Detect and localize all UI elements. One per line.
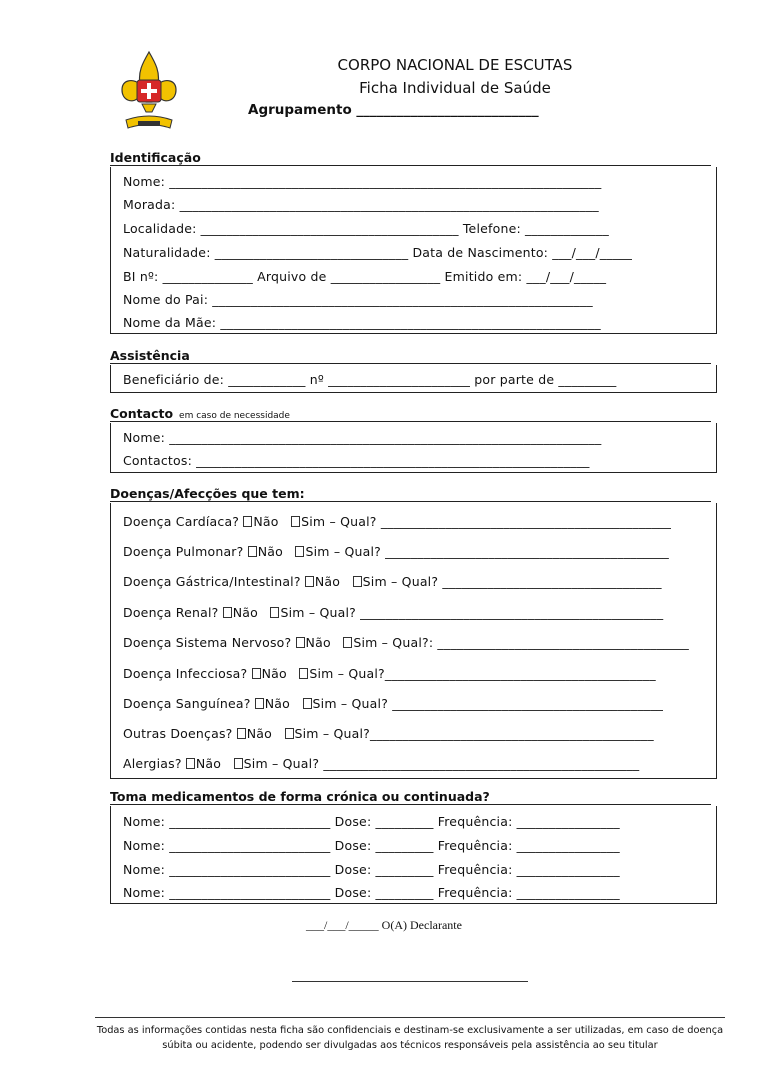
assistencia-box	[110, 365, 717, 393]
doenca-row	[123, 605, 708, 620]
sim-label: Sim – Qual?	[294, 726, 371, 741]
sim-label: Sim – Qual?	[301, 514, 377, 529]
nao-checkbox[interactable]	[305, 576, 314, 587]
nome-mae-field[interactable]: Nome da Mãe: ___________________________________________________________	[123, 315, 601, 330]
nao-label: Não	[246, 726, 272, 741]
qual-field[interactable]: ____________________________________________	[370, 726, 654, 741]
doenca-label: Doença Infecciosa?	[123, 666, 248, 681]
scout-fleur-de-lis-logo	[118, 50, 180, 136]
beneficiario-field[interactable]: Beneficiário de: ____________ nº ______________________ por parte de _________	[123, 372, 617, 387]
medicamentos-box	[110, 806, 717, 904]
contacto-nome-field[interactable]: Nome: ___________________________________________________________________	[123, 430, 602, 445]
qual-field[interactable]: _______________________________________________	[356, 605, 664, 620]
nao-label: Não	[261, 666, 287, 681]
naturalidade-nascimento-field[interactable]: Naturalidade: ______________________________ Data de Nascimento: ___/___/_____	[123, 245, 633, 260]
sim-label: Sim – Qual?	[309, 666, 385, 681]
footer-disclaimer: Todas as informações contidas nesta ficha são confidenciais e destinam-se exclusivamente a ser utilizadas, em caso de doença súbita ou acidente, podendo ser divulgadas aos técnicos responsáveis pela assistência ao seu titular	[96, 1025, 724, 1051]
group-field[interactable]: Agrupamento ___________________________	[248, 102, 539, 118]
org-name: CORPO NACIONAL DE ESCUTAS	[337, 56, 573, 74]
sim-checkbox[interactable]	[291, 516, 300, 527]
nao-label: Não	[314, 574, 341, 589]
contacto-note: em caso de necessidade	[179, 411, 290, 421]
sim-checkbox[interactable]	[303, 698, 312, 709]
contacto-box	[110, 423, 717, 473]
section-medicamentos-title: Toma medicamentos de forma crónica ou continuada?	[110, 789, 711, 805]
doenca-row	[123, 696, 708, 711]
qual-field[interactable]: _________________________________________________	[319, 756, 640, 771]
sim-checkbox[interactable]	[234, 758, 243, 769]
identificacao-box	[110, 167, 717, 334]
nao-checkbox[interactable]	[255, 698, 264, 709]
signature-line[interactable]	[292, 981, 528, 982]
nao-checkbox[interactable]	[248, 546, 257, 557]
form-title: Ficha Individual de Saúde	[359, 79, 551, 97]
section-assistencia-title: Assistência	[110, 348, 711, 364]
nao-label: Não	[305, 635, 331, 650]
nao-label: Não	[264, 696, 290, 711]
sim-checkbox[interactable]	[343, 637, 352, 648]
section-doencas-title: Doenças/Afecções que tem:	[110, 486, 711, 502]
medicamento-row[interactable]: Nome: _________________________ Dose: _________ Frequência: ________________	[123, 838, 620, 853]
nao-label: Não	[253, 514, 279, 529]
sim-checkbox[interactable]	[295, 546, 304, 557]
footer-divider	[95, 1017, 725, 1018]
sim-label: Sim – Qual?	[243, 756, 320, 771]
qual-field[interactable]: _______________________________________	[433, 635, 689, 650]
doenca-label: Doença Cardíaca?	[123, 514, 240, 529]
sim-checkbox[interactable]	[299, 668, 308, 679]
contactos-field[interactable]: Contactos: _____________________________________________________________	[123, 453, 590, 468]
morada-field[interactable]: Morada: _________________________________________________________________	[123, 197, 599, 212]
doenca-label: Doença Sanguínea?	[123, 696, 251, 711]
nao-checkbox[interactable]	[186, 758, 195, 769]
nao-checkbox[interactable]	[296, 637, 305, 648]
doenca-row	[123, 574, 708, 589]
medicamento-row[interactable]: Nome: _________________________ Dose: _________ Frequência: ________________	[123, 862, 620, 877]
doenca-label: Doença Gástrica/Intestinal?	[123, 574, 301, 589]
doenca-row	[123, 666, 708, 681]
nao-label: Não	[257, 544, 283, 559]
doenca-label: Doença Sistema Nervoso?	[123, 635, 292, 650]
qual-field[interactable]: __________________________________________	[388, 696, 664, 711]
sim-label: Sim – Qual?	[305, 544, 381, 559]
sim-label: Sim – Qual?	[312, 696, 389, 711]
nao-checkbox[interactable]	[223, 607, 232, 618]
section-identificacao-title: Identificação	[110, 150, 711, 166]
doencas-box	[110, 503, 717, 779]
doenca-label: Doença Pulmonar?	[123, 544, 244, 559]
sim-checkbox[interactable]	[353, 576, 362, 587]
doenca-row	[123, 514, 708, 529]
nao-label: Não	[232, 605, 258, 620]
doenca-label: Outras Doenças?	[123, 726, 233, 741]
nome-field[interactable]: Nome: ___________________________________________________________________	[123, 174, 602, 189]
sim-checkbox[interactable]	[270, 607, 279, 618]
medicamento-row[interactable]: Nome: _________________________ Dose: _________ Frequência: ________________	[123, 885, 620, 900]
doenca-row	[123, 544, 708, 559]
nao-checkbox[interactable]	[252, 668, 261, 679]
medicamento-row[interactable]: Nome: _________________________ Dose: _________ Frequência: ________________	[123, 814, 620, 829]
bi-arquivo-field[interactable]: BI nº: ______________ Arquivo de _________________ Emitido em: ___/___/_____	[123, 269, 607, 284]
localidade-telefone-field[interactable]: Localidade: ________________________________________ Telefone: _____________	[123, 221, 609, 236]
declarante-line[interactable]: ___/___/_____ O(A) Declarante	[306, 918, 462, 932]
nao-checkbox[interactable]	[237, 728, 246, 739]
sim-label: Sim – Qual?	[362, 574, 439, 589]
qual-field[interactable]: __________________________________	[438, 574, 662, 589]
sim-checkbox[interactable]	[285, 728, 294, 739]
qual-field[interactable]: _____________________________________________	[376, 514, 672, 529]
doenca-label: Doença Renal?	[123, 605, 219, 620]
doenca-row	[123, 756, 708, 771]
section-contacto-title: Contacto em caso de necessidade	[110, 406, 711, 422]
sim-label: Sim – Qual?:	[353, 635, 434, 650]
nome-pai-field[interactable]: Nome do Pai: ___________________________________________________________	[123, 292, 593, 307]
nao-label: Não	[195, 756, 222, 771]
doenca-row	[123, 635, 708, 650]
doenca-row	[123, 726, 708, 741]
nao-checkbox[interactable]	[243, 516, 252, 527]
qual-field[interactable]: __________________________________________	[384, 666, 656, 681]
sim-label: Sim – Qual?	[280, 605, 356, 620]
qual-field[interactable]: ____________________________________________	[381, 544, 669, 559]
doenca-label: Alergias?	[123, 756, 182, 771]
